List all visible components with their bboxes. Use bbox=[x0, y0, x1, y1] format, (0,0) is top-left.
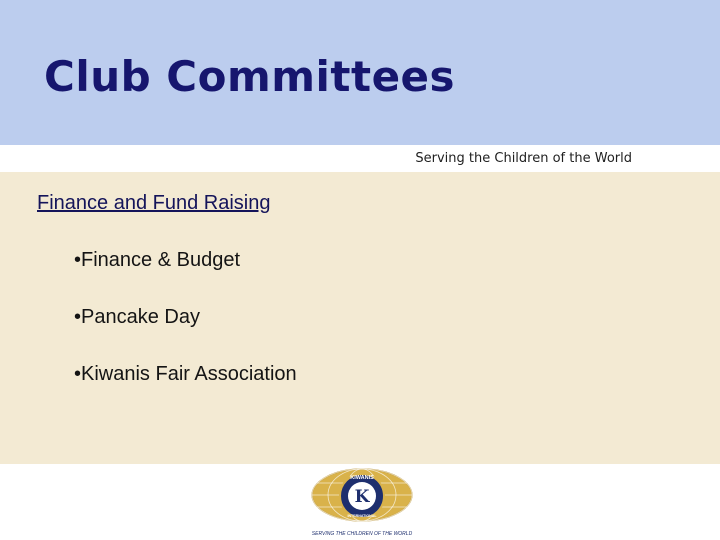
bullet-item: • Finance & Budget bbox=[74, 249, 297, 306]
emblem-side-text: INTERNATIONAL bbox=[347, 514, 377, 518]
emblem-top-text: KIWANIS bbox=[350, 475, 374, 481]
slide-title: Club Committees bbox=[44, 52, 456, 101]
bullet-item: • Kiwanis Fair Association bbox=[74, 363, 297, 420]
section-heading: Finance and Fund Raising bbox=[37, 192, 271, 214]
bullet-item: • Pancake Day bbox=[74, 306, 297, 363]
tagline: Serving the Children of the World bbox=[415, 151, 632, 166]
kiwanis-logo bbox=[303, 465, 421, 540]
ring-text: SERVING THE CHILDREN OF THE WORLD bbox=[311, 531, 413, 537]
bullet-list bbox=[74, 249, 297, 420]
emblem-letter: K bbox=[354, 487, 370, 507]
